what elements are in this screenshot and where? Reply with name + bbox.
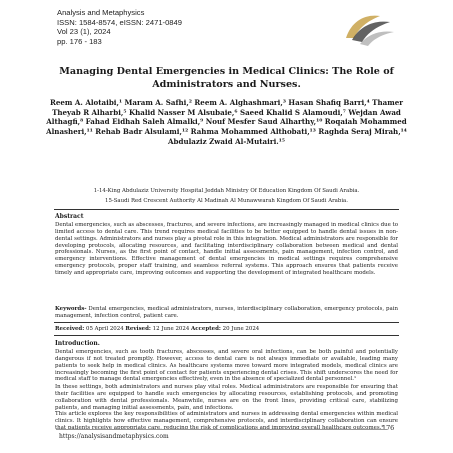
journal-header (57, 8, 182, 46)
dates-top-rule (54, 322, 399, 323)
keywords-text: Dental emergencies, medical administrators, nurses, interdisciplinary collaboration, emergency protocols, pain management, infection control, patient care. (55, 306, 398, 319)
accepted-date: 20 June 2024 (220, 326, 260, 332)
introduction-paragraph-1: Dental emergencies, such as tooth fractures, abscesses, and severe oral infections, can be both painful and potentially dangerous if not treated promptly. However, access to dental care is not always immediate or available, leading many patients to seek help in medical clinics. As healthcare systems move toward more integrated models, medical clinics are increasingly becoming the first point of contact for patients experiencing dental crises. This shift underscores the need for medical staff to manage dental emergencies effectively, even in the absence of specialized dental personnel.¹ (55, 349, 398, 383)
received-date: 05 April 2024 (84, 326, 126, 332)
dates-bottom-rule (54, 335, 399, 336)
journal-pages: pp. 176 - 183 (57, 36, 102, 46)
abstract-top-rule (54, 209, 399, 210)
introduction-paragraph-2: In these settings, both administrators and nurses play vital roles. Medical administrators are responsible for ensuring that their facilities are equipped to handle such emergencies by allocating resources, establishing protocols, and promoting collaboration with dental professionals. Meanwhile, nurses are on the front lines, providing critical care, stabilizing patients, and managing initial assessments, pain, and infections. (55, 384, 398, 411)
affiliation-2: 15-Saudi Red Crescent Authority Al Madinah Al Munawwarah Kingdom Of Saudi Arabia. (105, 198, 348, 204)
introduction-paragraph-3: This article explores the key responsibilities of administrators and nurses in addressing dental emergencies within medical clinics. It highlights how effective management, comprehensive protocols, and interdisciplinary collaboration can ensure that patients receive appropriate care, reducing the risk of complications and improving overall healthcare outcomes.² (55, 411, 398, 431)
journal-name: Analysis and Metaphysics (57, 8, 145, 17)
journal-volume: Vol 23 (1), 2024 (57, 27, 111, 37)
abstract-heading: Abstract (55, 213, 84, 220)
journal-logo-icon (340, 8, 398, 48)
page-number: 176 (382, 424, 395, 432)
keywords (55, 306, 398, 320)
abstract-text: Dental emergencies, such as abscesses, fractures, and severe infections, are increasingly managed in medical clinics due to limited access to dental care. This trend requires medical facilities to be better equipped to handle dental issues in non-dental settings. Administrators and nurses play a pivotal role in this integration. Medical administrators are responsible for developing protocols, allocating resources, and facilitating interdisciplinary collaboration between medical and dental professionals. Nurses, as the first point of contact, handle initial assessments, pain management, infection control, and emergency interventions. Effective management of dental emergencies in medical settings requires comprehensive emergency protocols, proper staff training, and seamless referral systems. This approach ensures that patients receive timely and appropriate care, improving outcomes and supporting the development of integrated healthcare models. (55, 222, 398, 276)
introduction-heading: Introduction. (55, 340, 100, 347)
affiliation-1: 1-14-King Abdulaziz University Hospital Jeddah Ministry Of Education Kingdom Of Saudi Arabia. (93, 188, 360, 194)
journal-url-link[interactable]: https://analysisandmetaphysics.com (59, 433, 169, 440)
author-list: Reem A. Alotaibi,¹ Maram A. Safhi,² Reem A. Alghashmari,³ Hasan Shafiq Barri,⁴ Thamer Theyab R Alharbi,⁵ Khalid Nasser M Alsubaie,⁶ Saeed Khalid S Alamoudi,⁷ Wejdan Awad Althagfi,⁸ Fahad Eidhah Saleh Almalki,⁹ Nouf Mesfer Saud Alharthy,¹⁰ Roqaiah Mohammed Alnasheri,¹¹ Rehab Badr Alsulami,¹² Rahma Mohammed Althobati,¹³ Raghda Seraj Mirah,¹⁴ Abdulaziz Zwaid Al-Mutairi.¹⁵ (46, 98, 407, 146)
received-label: Received: (55, 326, 85, 332)
revised-date: 12 June 2024 (150, 326, 192, 332)
footer-rule (56, 429, 387, 430)
revised-label: Revised: (125, 326, 151, 332)
paper-title: Managing Dental Emergencies in Medical Clinics: The Role of Administrators and Nurses. (59, 66, 394, 90)
accepted-label: Accepted: (191, 326, 221, 332)
journal-issn: ISSN: 1584-8574, eISSN: 2471-0849 (57, 17, 182, 27)
article-dates (55, 326, 398, 333)
keywords-label: Keywords- (55, 306, 87, 312)
